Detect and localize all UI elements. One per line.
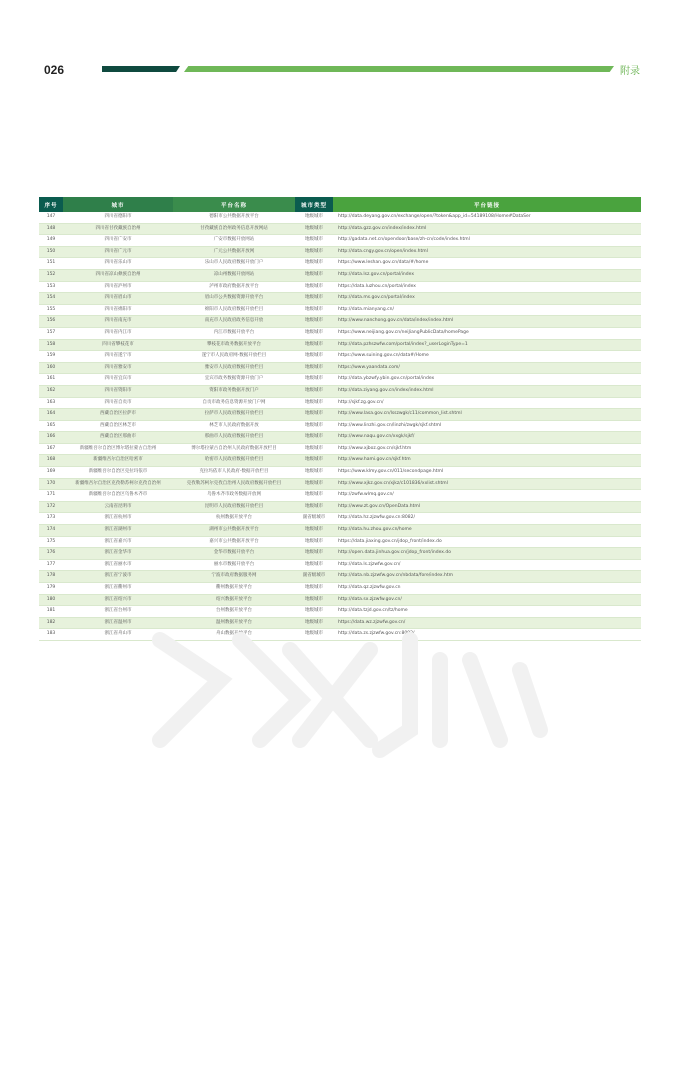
cell-city: 四川省资阳市 — [63, 385, 173, 397]
table-row — [39, 455, 641, 467]
cell-city: 西藏自治区林芝市 — [63, 420, 173, 432]
cell-city-type: 地级城市 — [295, 316, 333, 328]
cell-seq: 183 — [39, 629, 63, 641]
table-body — [39, 212, 641, 640]
header-decorative-bar — [102, 66, 614, 72]
cell-city-type: 地级城市 — [295, 351, 333, 363]
cell-city-type: 地级城市 — [295, 385, 333, 397]
cell-link: http://www.linzhi.gov.cn/linzhi/zwgk/sjkf.shtml — [333, 420, 641, 432]
cell-link: https://www.leshan.gov.cn/data/#/home — [333, 258, 641, 270]
cell-city-type: 地级城市 — [295, 606, 333, 618]
table-row — [39, 409, 641, 421]
cell-link: http://data.ziyang.gov.cn/index/index.html — [333, 385, 641, 397]
cell-city-type: 地级城市 — [295, 455, 333, 467]
cell-city: 浙江省台州市 — [63, 606, 173, 618]
column-header-seq: 序号 — [39, 197, 63, 212]
cell-city-type: 地级城市 — [295, 212, 333, 223]
table-row — [39, 327, 641, 339]
cell-city-type: 地级城市 — [295, 246, 333, 258]
cell-city-type: 地级城市 — [295, 362, 333, 374]
cell-link: http://data.zs.zjzwfw.gov.cn:8092/ — [333, 629, 641, 641]
cell-platform: 哈密市人民政府数据开放栏目 — [173, 455, 295, 467]
cell-platform: 眉山市公共数据资源开放平台 — [173, 293, 295, 305]
cell-city-type: 地级城市 — [295, 409, 333, 421]
cell-city: 浙江省衢州市 — [63, 583, 173, 595]
cell-city-type: 地级城市 — [295, 432, 333, 444]
table-row — [39, 397, 641, 409]
cell-seq: 163 — [39, 397, 63, 409]
cell-link: http://data.qz.zjzwfw.gov.cn — [333, 583, 641, 595]
section-label: 附录 — [620, 66, 640, 77]
cell-platform: 金华市数据开放平台 — [173, 548, 295, 560]
cell-city: 浙江省温州市 — [63, 617, 173, 629]
cell-seq: 174 — [39, 525, 63, 537]
table-row — [39, 374, 641, 386]
table-row — [39, 594, 641, 606]
cell-link: http://www.naqu.gov.cn/xxgk/sjkf/ — [333, 432, 641, 444]
table-row — [39, 246, 641, 258]
cell-seq: 147 — [39, 212, 63, 223]
cell-platform: 南充市人民政府政务信息开放 — [173, 316, 295, 328]
cell-platform: 乐山市人民政府数据开放门户 — [173, 258, 295, 270]
table-row — [39, 501, 641, 513]
page-number: 026 — [44, 63, 65, 77]
cell-city: 四川省甘孜藏族自治州 — [63, 223, 173, 235]
cell-platform: 宜宾市政务数据资源开放门户 — [173, 374, 295, 386]
cell-seq: 166 — [39, 432, 63, 444]
cell-platform: 宁波市政府数据服务网 — [173, 571, 295, 583]
cell-link: https://www.klmy.gov.cn/011/secondpage.html — [333, 467, 641, 479]
cell-link: http://www.zt.gov.cn/OpenData.html — [333, 501, 641, 513]
cell-platform: 内江市数据开放平台 — [173, 327, 295, 339]
cell-link: http://data.sx.zjzwfw.gov.cn/ — [333, 594, 641, 606]
cell-platform: 广安市数据开放网站 — [173, 235, 295, 247]
cell-city-type: 地级城市 — [295, 629, 333, 641]
cell-platform: 克孜勒苏柯尔克孜自治州人民政府数据开放栏目 — [173, 478, 295, 490]
cell-city: 四川省眉山市 — [63, 293, 173, 305]
table-row — [39, 443, 641, 455]
cell-seq: 168 — [39, 455, 63, 467]
cell-city-type: 地级城市 — [295, 420, 333, 432]
cell-city: 四川省雅安市 — [63, 362, 173, 374]
cell-seq: 179 — [39, 583, 63, 595]
cell-city-type: 地级城市 — [295, 594, 333, 606]
cell-city-type: 地级城市 — [295, 327, 333, 339]
cell-seq: 182 — [39, 617, 63, 629]
cell-seq: 170 — [39, 478, 63, 490]
cell-link: http://data.deyang.gov.cn/exchange/open/?token&app_id=54189108/Home#DataSer — [333, 212, 641, 223]
table-row — [39, 293, 641, 305]
cell-city-type: 地级城市 — [295, 304, 333, 316]
cell-link: https://data.wz.zjzwfw.gov.cn/ — [333, 617, 641, 629]
cell-platform: 乌鲁木齐市政务数据开放网 — [173, 490, 295, 502]
cell-link: http://data.hz.zjzwfw.gov.cn:8082/ — [333, 513, 641, 525]
cell-seq: 171 — [39, 490, 63, 502]
cell-city-type: 地级城市 — [295, 617, 333, 629]
cell-city: 四川省绵阳市 — [63, 304, 173, 316]
cell-city: 西藏自治区拉萨市 — [63, 409, 173, 421]
cell-city: 浙江省嘉兴市 — [63, 536, 173, 548]
cell-city: 四川省乐山市 — [63, 258, 173, 270]
cell-platform: 克拉玛依市人民政府-数据开放栏目 — [173, 467, 295, 479]
cell-city: 新疆维吾尔自治区乌鲁木齐市 — [63, 490, 173, 502]
cell-platform: 广元公共数据开放网 — [173, 246, 295, 258]
column-header-platform: 平台名称 — [173, 197, 295, 212]
cell-city: 四川省自贡市 — [63, 397, 173, 409]
cell-city-type: 地级城市 — [295, 467, 333, 479]
cell-seq: 156 — [39, 316, 63, 328]
table-row — [39, 304, 641, 316]
cell-city: 四川省遂宁市 — [63, 351, 173, 363]
cell-platform: 杭州数据开放平台 — [173, 513, 295, 525]
table-row — [39, 559, 641, 571]
table-header-row — [39, 197, 641, 212]
cell-platform: 湖州市公共数据开放平台 — [173, 525, 295, 537]
column-header-city: 城市 — [63, 197, 173, 212]
cell-platform: 那曲市人民政府数据开放栏目 — [173, 432, 295, 444]
cell-platform: 温州数据开放平台 — [173, 617, 295, 629]
cell-seq: 157 — [39, 327, 63, 339]
header-bar-green-segment — [184, 66, 614, 72]
cell-city-type: 地级城市 — [295, 548, 333, 560]
cell-seq: 158 — [39, 339, 63, 351]
cell-city-type: 地级城市 — [295, 235, 333, 247]
cell-seq: 153 — [39, 281, 63, 293]
cell-city: 浙江省杭州市 — [63, 513, 173, 525]
cell-seq: 177 — [39, 559, 63, 571]
cell-seq: 152 — [39, 269, 63, 281]
cell-platform: 德阳市公共数据开放平台 — [173, 212, 295, 223]
cell-city-type: 地级城市 — [295, 339, 333, 351]
cell-link: http://data.tzjd.gov.cn/tz/home — [333, 606, 641, 618]
cell-city-type: 地级城市 — [295, 258, 333, 270]
table-row — [39, 583, 641, 595]
cell-platform: 雅安市人民政府数据开放栏目 — [173, 362, 295, 374]
cell-seq: 180 — [39, 594, 63, 606]
table-row — [39, 316, 641, 328]
table-row — [39, 420, 641, 432]
cell-platform: 衢州数据开放平台 — [173, 583, 295, 595]
cell-seq: 154 — [39, 293, 63, 305]
cell-city: 四川省宜宾市 — [63, 374, 173, 386]
cell-seq: 176 — [39, 548, 63, 560]
cell-seq: 160 — [39, 362, 63, 374]
table-row — [39, 235, 641, 247]
cell-link: http://data.cngy.gov.cn/open/index.html — [333, 246, 641, 258]
cell-seq: 164 — [39, 409, 63, 421]
cell-platform: 凉山州数据开放网站 — [173, 269, 295, 281]
cell-link: https://www.yaandata.com/ — [333, 362, 641, 374]
cell-link: https://www.neijiang.gov.cn/neiJiangPublicData/homePage — [333, 327, 641, 339]
table-row — [39, 571, 641, 583]
table-row — [39, 351, 641, 363]
table-row — [39, 467, 641, 479]
table-row — [39, 513, 641, 525]
cell-seq: 162 — [39, 385, 63, 397]
cell-city-type: 地级城市 — [295, 293, 333, 305]
cell-city: 四川省德阳市 — [63, 212, 173, 223]
cell-platform: 拉萨市人民政府数据开放栏目 — [173, 409, 295, 421]
cell-platform: 攀枝花市政务数据开放平台 — [173, 339, 295, 351]
cell-link: http://data.ms.gov.cn/portal/index — [333, 293, 641, 305]
header-bar-dark-segment — [102, 66, 180, 72]
cell-city: 四川省内江市 — [63, 327, 173, 339]
cell-seq: 181 — [39, 606, 63, 618]
table-row — [39, 548, 641, 560]
cell-city: 浙江省绍兴市 — [63, 594, 173, 606]
cell-platform: 泸州市政府数据开放平台 — [173, 281, 295, 293]
table-row — [39, 281, 641, 293]
cell-link: http://zwfw.wlmq.gov.cn/ — [333, 490, 641, 502]
cell-platform: 林芝市人民政府数据开放 — [173, 420, 295, 432]
cell-city: 浙江省湖州市 — [63, 525, 173, 537]
cell-platform: 自贡市政务信息资源开放门户网 — [173, 397, 295, 409]
cell-city: 新疆维吾尔自治区克孜勒苏柯尔克孜自治州 — [63, 478, 173, 490]
cell-platform: 昆明市人民政府数据开放栏目 — [173, 501, 295, 513]
cell-platform: 遂宁市人民政府网-数据开放栏目 — [173, 351, 295, 363]
cell-city-type: 地级城市 — [295, 223, 333, 235]
cell-link: https://data.jiaxing.gov.cn/jdop_front/index.do — [333, 536, 641, 548]
cell-link: http://data.ls.zjzwfw.gov.cn/ — [333, 559, 641, 571]
cell-city-type: 地级城市 — [295, 490, 333, 502]
table-row — [39, 212, 641, 223]
cell-seq: 175 — [39, 536, 63, 548]
cell-city-type: 地级城市 — [295, 397, 333, 409]
cell-link: http://data.lsz.gov.cn/portal/index — [333, 269, 641, 281]
cell-city-type: 地级城市 — [295, 443, 333, 455]
cell-city: 浙江省丽水市 — [63, 559, 173, 571]
cell-seq: 151 — [39, 258, 63, 270]
cell-seq: 155 — [39, 304, 63, 316]
cell-link: http://www.hami.gov.cn/sjkf.htm — [333, 455, 641, 467]
cell-platform: 绍兴数据开放平台 — [173, 594, 295, 606]
cell-seq: 161 — [39, 374, 63, 386]
cell-platform: 甘孜藏族自治州政务信息开放网站 — [173, 223, 295, 235]
cell-link: http://sjkf.zg.gov.cn/ — [333, 397, 641, 409]
cell-link: http://www.xjkz.gov.cn/xjkz/c101836/xxlist.shtml — [333, 478, 641, 490]
cell-city: 浙江省宁波市 — [63, 571, 173, 583]
cell-platform: 丽水市数据开放平台 — [173, 559, 295, 571]
cell-city-type: 地级城市 — [295, 269, 333, 281]
column-header-city-type: 城市类型 — [295, 197, 333, 212]
cell-city: 四川省攀枝花市 — [63, 339, 173, 351]
table-row — [39, 606, 641, 618]
cell-city: 四川省凉山彝族自治州 — [63, 269, 173, 281]
cell-city-type: 副省级城市 — [295, 571, 333, 583]
table-row — [39, 258, 641, 270]
cell-seq: 173 — [39, 513, 63, 525]
cell-seq: 165 — [39, 420, 63, 432]
cell-city-type: 副省级城市 — [295, 513, 333, 525]
cell-link: http://www.nanchong.gov.cn/data/index/index.html — [333, 316, 641, 328]
cell-seq: 178 — [39, 571, 63, 583]
cell-city-type: 地级城市 — [295, 478, 333, 490]
cell-link: http://data.mianyang.cn/ — [333, 304, 641, 316]
cell-platform: 绵阳市人民政府数据开放栏目 — [173, 304, 295, 316]
table-row — [39, 432, 641, 444]
cell-city: 新疆维吾尔自治区克拉玛依市 — [63, 467, 173, 479]
cell-link: https://data.luzhou.cn/portal/index — [333, 281, 641, 293]
cell-city: 新疆维吾尔自治区哈密市 — [63, 455, 173, 467]
cell-city-type: 地级城市 — [295, 559, 333, 571]
cell-link: http://data.hu.zhou.gov.cn/home — [333, 525, 641, 537]
table-row — [39, 339, 641, 351]
cell-city: 四川省南充市 — [63, 316, 173, 328]
cell-link: http://gadata.net.cn/opendoor/base/zh-cn/code/index.html — [333, 235, 641, 247]
cell-city: 浙江省金华市 — [63, 548, 173, 560]
cell-city-type: 地级城市 — [295, 374, 333, 386]
table-row — [39, 362, 641, 374]
table-row — [39, 536, 641, 548]
cell-city-type: 地级城市 — [295, 525, 333, 537]
cell-city-type: 地级城市 — [295, 281, 333, 293]
cell-platform: 嘉兴市公共数据开放平台 — [173, 536, 295, 548]
cell-platform: 舟山数据开放平台 — [173, 629, 295, 641]
cell-platform: 博尔塔拉蒙古自治州人民政府数据开放栏目 — [173, 443, 295, 455]
cell-link: http://www.xjboz.gov.cn/sjkf.htm — [333, 443, 641, 455]
cell-link: http://open.data.jinhua.gov.cn/jdop_front/index.do — [333, 548, 641, 560]
cell-seq: 150 — [39, 246, 63, 258]
cell-link: http://data.gzz.gov.cn/index/index.html — [333, 223, 641, 235]
table-row — [39, 490, 641, 502]
cell-city: 浙江省舟山市 — [63, 629, 173, 641]
cell-city: 四川省广安市 — [63, 235, 173, 247]
table-row — [39, 385, 641, 397]
cell-link: http://www.lasa.gov.cn/lsszwgk/c11/common_list.shtml — [333, 409, 641, 421]
cell-link: http://data.ybzwfy.ybin.gov.cn/portal/index — [333, 374, 641, 386]
cell-platform: 资阳市政务数据开放门户 — [173, 385, 295, 397]
column-header-link: 平台链接 — [333, 197, 641, 212]
table-row — [39, 223, 641, 235]
table-row — [39, 478, 641, 490]
cell-seq: 148 — [39, 223, 63, 235]
cell-link: https://www.suining.gov.cn/data#/Home — [333, 351, 641, 363]
table-row — [39, 269, 641, 281]
cell-city: 西藏自治区那曲市 — [63, 432, 173, 444]
cell-link: http://data.nb.zjzwfw.gov.cn/nbdata/fore/index.htm — [333, 571, 641, 583]
cell-link: http://data.pzhszwfw.com/portal/index?_userLoginType=1 — [333, 339, 641, 351]
cell-seq: 167 — [39, 443, 63, 455]
watermark-logo — [140, 620, 560, 760]
cell-seq: 159 — [39, 351, 63, 363]
cell-seq: 169 — [39, 467, 63, 479]
cell-city-type: 地级城市 — [295, 536, 333, 548]
cell-city: 四川省泸州市 — [63, 281, 173, 293]
cell-city: 云南省昆明市 — [63, 501, 173, 513]
cell-platform: 台州数据开放平台 — [173, 606, 295, 618]
cell-seq: 172 — [39, 501, 63, 513]
cell-city-type: 地级城市 — [295, 583, 333, 595]
table-row — [39, 525, 641, 537]
platform-table — [39, 197, 641, 641]
cell-city-type: 地级城市 — [295, 501, 333, 513]
cell-city: 新疆维吾尔自治区博尔塔拉蒙古自治州 — [63, 443, 173, 455]
cell-city: 四川省广元市 — [63, 246, 173, 258]
cell-seq: 149 — [39, 235, 63, 247]
